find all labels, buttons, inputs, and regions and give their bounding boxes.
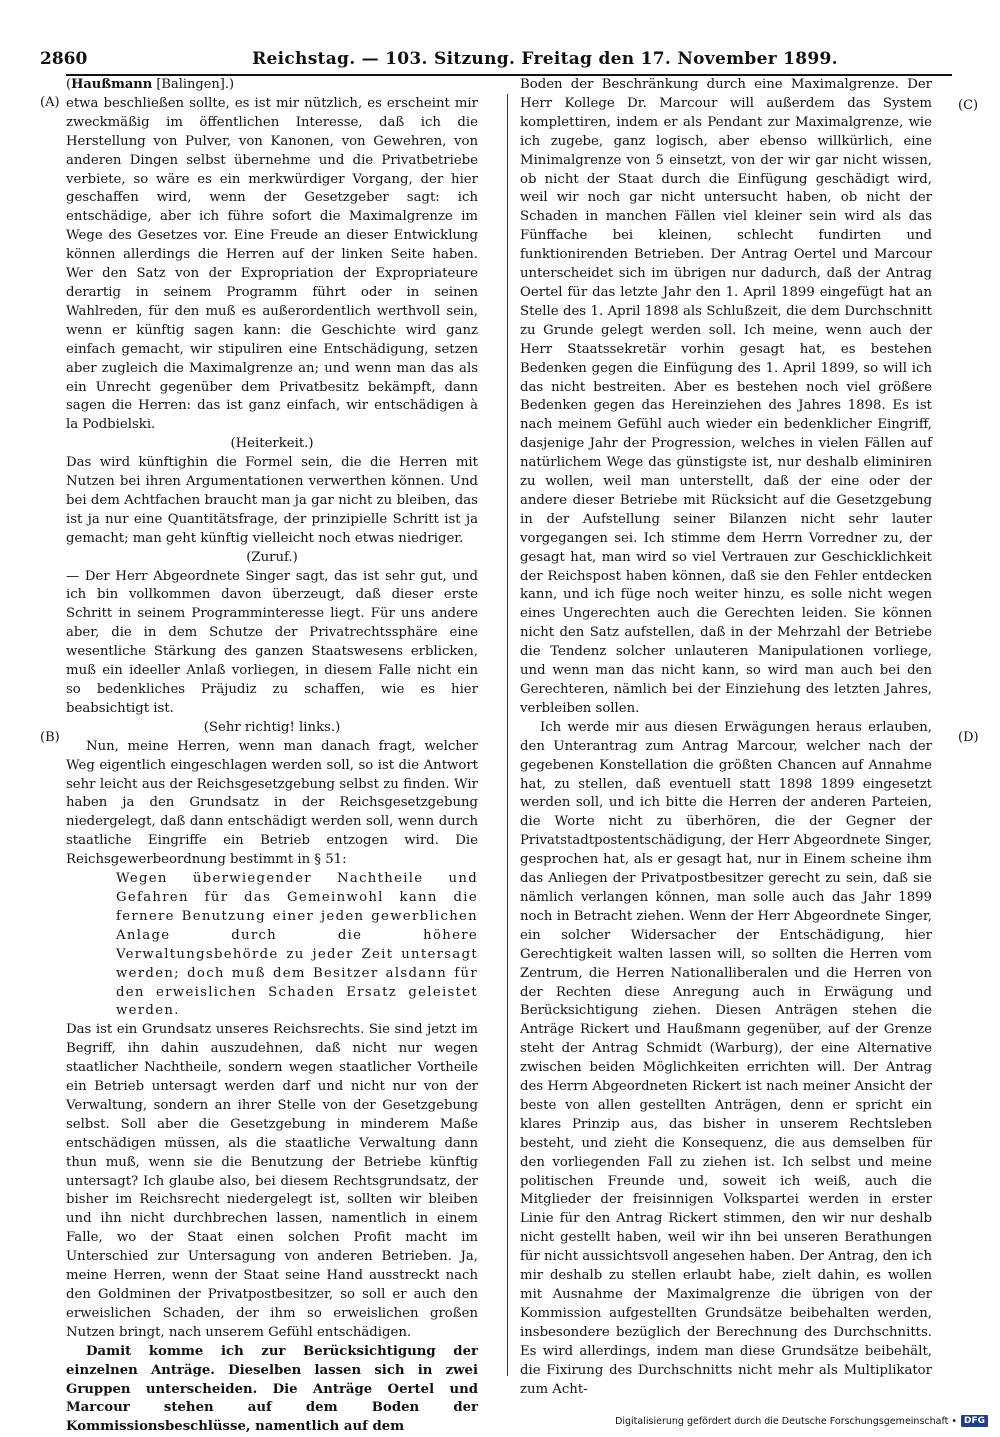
interjection: (Heiterkeit.) <box>230 436 314 452</box>
page-header <box>40 44 960 74</box>
footer-text: Digitalisierung gefördert durch die Deutsche Forschungsgemeinschaft • <box>615 1415 957 1427</box>
paragraph: Das wird künftighin die Formel sein, die die Herren mit Nutzen bei ihren Argumentationen verwerthen können. Und bei dem Achtfachen braucht man ja gar nicht zu bleiben, das ist ja nur eine Quantitätsfrage, der prinzipielle Schritt ist ja gemacht; man geht künftig vielleicht noch etwas niedriger. <box>66 455 478 546</box>
right-column <box>520 76 932 1399</box>
dfg-logo: DFG <box>961 1415 988 1427</box>
paragraph: etwa beschließen sollte, es ist mir nützlich, es erscheint mir zweckmäßig im öffentlichen Interesse, daß ich die Herstellung von Pulver, von Kanonen, von Gewehren, von anderen Dingen selbst übernehme und die Privatbetriebe verbiete, so wäre es ein merkwürdiger Vorgang, der hier geschaffen wird, wenn der Gesetzgeber sagt: ich entschädige, aber ich führe sofort die Maximalgrenze im Wege des Gesetzes vor. Eine Freude an dieser Entwicklung können allerdings die Herren auf der linken Seite haben. Wer den Satz von der Expropriation der Expropriateure derartig in seinem Programm führt oder in seinen Wahlreden, für den muß es außerordentlich werthvoll sein, wenn er künftig sagen kann: die Geschichte wird ganz einfach gemacht, wir stipuliren eine Entschädigung, setzen aber zugleich die Maximalgrenze an; und wenn man das als ein Unrecht gegenüber dem Privatbesitz bekämpft, dann sagen die Herren: das ist ganz einfach, wir entschädigen à la Podbielski. <box>66 95 478 433</box>
paragraph: Das ist ein Grundsatz unseres Reichsrechts. Sie sind jetzt im Begriff, ihn dahin auszudehnen, daß nicht nur wegen staatlicher Nachtheile, sondern wegen staatlicher Vortheile ein Betrieb untersagt werden darf und nicht nur von der Verwaltung, sondern an ihrer Stelle von der Gesetzgebung selbst. Soll aber die Gesetzgebung in minderem Maße entschädigen müssen, als die staatliche Verwaltung dann thun muß, wenn sie die Benutzung der Betriebe künftig untersagt? Ich glaube also, bei diesem Rechtsgrundsatz, der bisher im Reichsrecht niedergelegt ist, sollten wir bleiben und ihn nicht durchbrechen lassen, namentlich in einem Falle, wo der Staat einen solchen Profit macht im Unterschied zur Untersagung von anderen Betrieben. Ja, meine Herren, wenn der Staat seine Hand ausstreckt nach den Goldminen der Privatpostbesitzer, so soll er auch den erweislichen Schaden, der ihm so erweislichen großen Nutzen bringt, nach unserem Gefühl entschädigen. <box>66 1022 478 1340</box>
law-quote: Wegen überwiegender Nachtheile und Gefahren für das Gemeinwohl kann die fernere Benutzung einer jeden gewerblichen Anlage durch die höhere Verwaltungsbehörde zu jeder Zeit untersagt werden; doch muß dem Besitzer alsdann für den erweislichen Schaden Ersatz geleistet werden. <box>116 871 478 1019</box>
column-divider <box>507 94 508 1376</box>
margin-mark-b: (B) <box>40 730 60 745</box>
left-column <box>66 76 478 1437</box>
margin-mark-c: (C) <box>958 98 979 113</box>
paragraph: — Der Herr Abgeordnete Singer sagt, das ist sehr gut, und ich bin vollkommen davon überzeugt, daß dieser erste Schritt in seinem Programminteresse liegt. Für uns andere aber, die in dem Schutze der Privatrechtssphäre eine wesentliche Stärkung des ganzen Staatswesens erblicken, muß ein ideeller Anlaß vorliegen, in diesem Falle nicht ein so bedenkliches Präjudiz zu schaffen, wie es hier beabsichtigt ist. <box>66 568 478 716</box>
paragraph: Damit komme ich zur Berücksichtigung der einzelnen Anträge. Dieselben lassen sich in zwei Gruppen unterscheiden. Die Anträge Oertel und Marcour stehen auf dem Boden der Kommissionsbeschlüsse, namentlich auf dem <box>66 1343 478 1435</box>
paragraph: Nun, meine Herren, wenn man danach fragt, welcher Weg eigentlich eingeschlagen werden soll, so ist die Antwort sehr leicht aus der Reichsgesetzgebung selbst zu finden. Wir haben ja den Grundsatz in der Reichsgesetzgebung niedergelegt, daß dann entschädigt werden soll, wenn durch staatliche Eingriffe ein Betrieb entzogen wird. Die Reichsgewerbeordnung bestimmt in § 51: <box>66 738 478 868</box>
speaker-line: (Haußmann [Balingen].) <box>66 77 235 92</box>
paragraph: Boden der Beschränkung durch eine Maximalgrenze. Der Herr Kollege Dr. Marcour will außerdem das System komplettiren, indem er als Pendant zur Maximalgrenze, wie ich zugebe, ganz logisch, aber ebenso willkürlich, eine Minimalgrenze von 5 einsetzt, von der wir gar nicht wissen, ob nicht der Staat durch die Einfügung geschädigt wird, weil wir noch gar nicht untersucht haben, ob nicht der Schaden in manchen Fällen viel kleiner sein wird als das Fünffache bei kleinen, schlecht fundirten und funktionirenden Betrieben. Der Antrag Oertel und Marcour unterscheidet sich im übrigen nur dadurch, daß der Antrag Oertel für das letzte Jahr den 1. April 1899 eingefügt hat an Stelle des 1. April 1898 als Schlußzeit, die dem Durchschnitt zu Grunde gelegt werden soll. Ich meine, wenn auch der Herr Staatssekretär vorhin gesagt hat, es bestehen Bedenken gegen die Einfügung des 1. April 1899, so will ich das nicht bestreiten. Aber es bestehen noch viel größere Bedenken gegen das Hereinziehen des Jahres 1898. Es ist nach meinem Gefühl auch wieder ein bedenklicher Eingriff, dasjenige Jahr der Progression, welches in vielen Fällen auf natürlichem Wege das günstigste ist, nur deshalb eliminiren zu wollen, weil man unterstellt, daß der eine oder der andere dieser Betriebe mit Rücksicht auf die Gesetzgebung in der Aufstellung seiner Bilanzen nicht sehr lauter vorgegangen sei. Ich stimme dem Herrn Vorredner zu, der gesagt hat, man wird so viel Vertrauen zur Geschicklichkeit der Reichspost haben können, daß sie den Fehler entdecken kann, und ich füge noch weiter hinzu, es solle nicht wegen eines Ungerechten auch die Gerechten leiden. Sie können nicht den Satz aufstellen, daß in der Mehrzahl der Betriebe die Tendenz solcher unlauteren Manipulationen vorliege, und wenn man das nicht kann, so wird man auch bei den Gerechteren, nämlich bei der Einziehung des letzten Jahres, verbleiben sollen. <box>520 77 932 716</box>
speaker-name: Haußmann <box>71 77 153 92</box>
page-number: 2860 <box>40 49 88 69</box>
margin-mark-a: (A) <box>40 95 60 110</box>
paragraph: Ich werde mir aus diesen Erwägungen heraus erlauben, den Unterantrag zum Antrag Marcour, welcher nach der gegebenen Konstellation die größten Chancen auf Annahme hat, zu stellen, daß eventuell statt 1898 1899 eingesetzt werden soll, und ich bitte die Herren der anderen Parteien, die Worte nicht zu überhören, die der Gegner der Privatstadtpostentschädigung, der Herr Abgeordnete Singer, gesprochen hat, als er gesagt hat, nur in Einem scheine ihm das Anliegen der Privatpostbesitzer gerecht zu sein, daß sie nämlich verlangen können, man solle auch das Jahr 1899 noch in Betracht ziehen. Wenn der Herr Abgeordnete Singer, ein solcher Widersacher der Entschädigung, hier Gerechtigkeit walten lassen will, so sollten die Herren vom Zentrum, die Herren Nationalliberalen und die Herren von der Rechten diese Anregung auch in Erwägung und Berücksichtigung ziehen. Diesen Anträgen stehen die Anträge Rickert und Haußmann gegenüber, auf der Grenze steht der Antrag Schmidt (Warburg), der eine Alternative zwischen beiden Möglichkeiten errichten will. Der Antrag des Herrn Abgeordneten Rickert ist nach meiner Ansicht der beste von allen gestellten Anträgen, denn er spricht ein klares Prinzip aus, das bisher in unserem Rechtsleben besteht, und zieht die Konsequenz, die aus demselben für den vorliegenden Fall zu ziehen ist. Ich selbst und meine politischen Freunde und, soweit ich weiß, auch die Mitglieder der freisinnigen Volkspartei werden in erster Linie für den Antrag Rickert stimmen, den wir nur deshalb nicht gestellt haben, weil wir ihn bei unseren Berathungen für nicht aussichtsvoll angesehen haben. Der Antrag, den ich mir deshalb zu stellen erlaubt habe, zielt dahin, es wollen mit Ausnahme der Maximalgrenze die übrigen von der Kommission aufgestellten Grundsätze beibehalten werden, insbesondere bezüglich der Berechnung des Durchschnitts. Es wird allerdings, indem man diese Grundsätze beibehält, die Fixirung des Durchschnitts nicht mehr als Multiplikator zum Acht- <box>520 719 932 1397</box>
interjection: (Zuruf.) <box>246 549 298 565</box>
running-title: Reichstag. — 103. Sitzung. Freitag den 17. November 1899. <box>252 49 838 69</box>
digitization-footer <box>615 1412 988 1430</box>
margin-mark-d: (D) <box>958 730 979 745</box>
speaker-place: [Balingen].) <box>152 77 235 92</box>
interjection: (Sehr richtig! links.) <box>203 719 341 735</box>
